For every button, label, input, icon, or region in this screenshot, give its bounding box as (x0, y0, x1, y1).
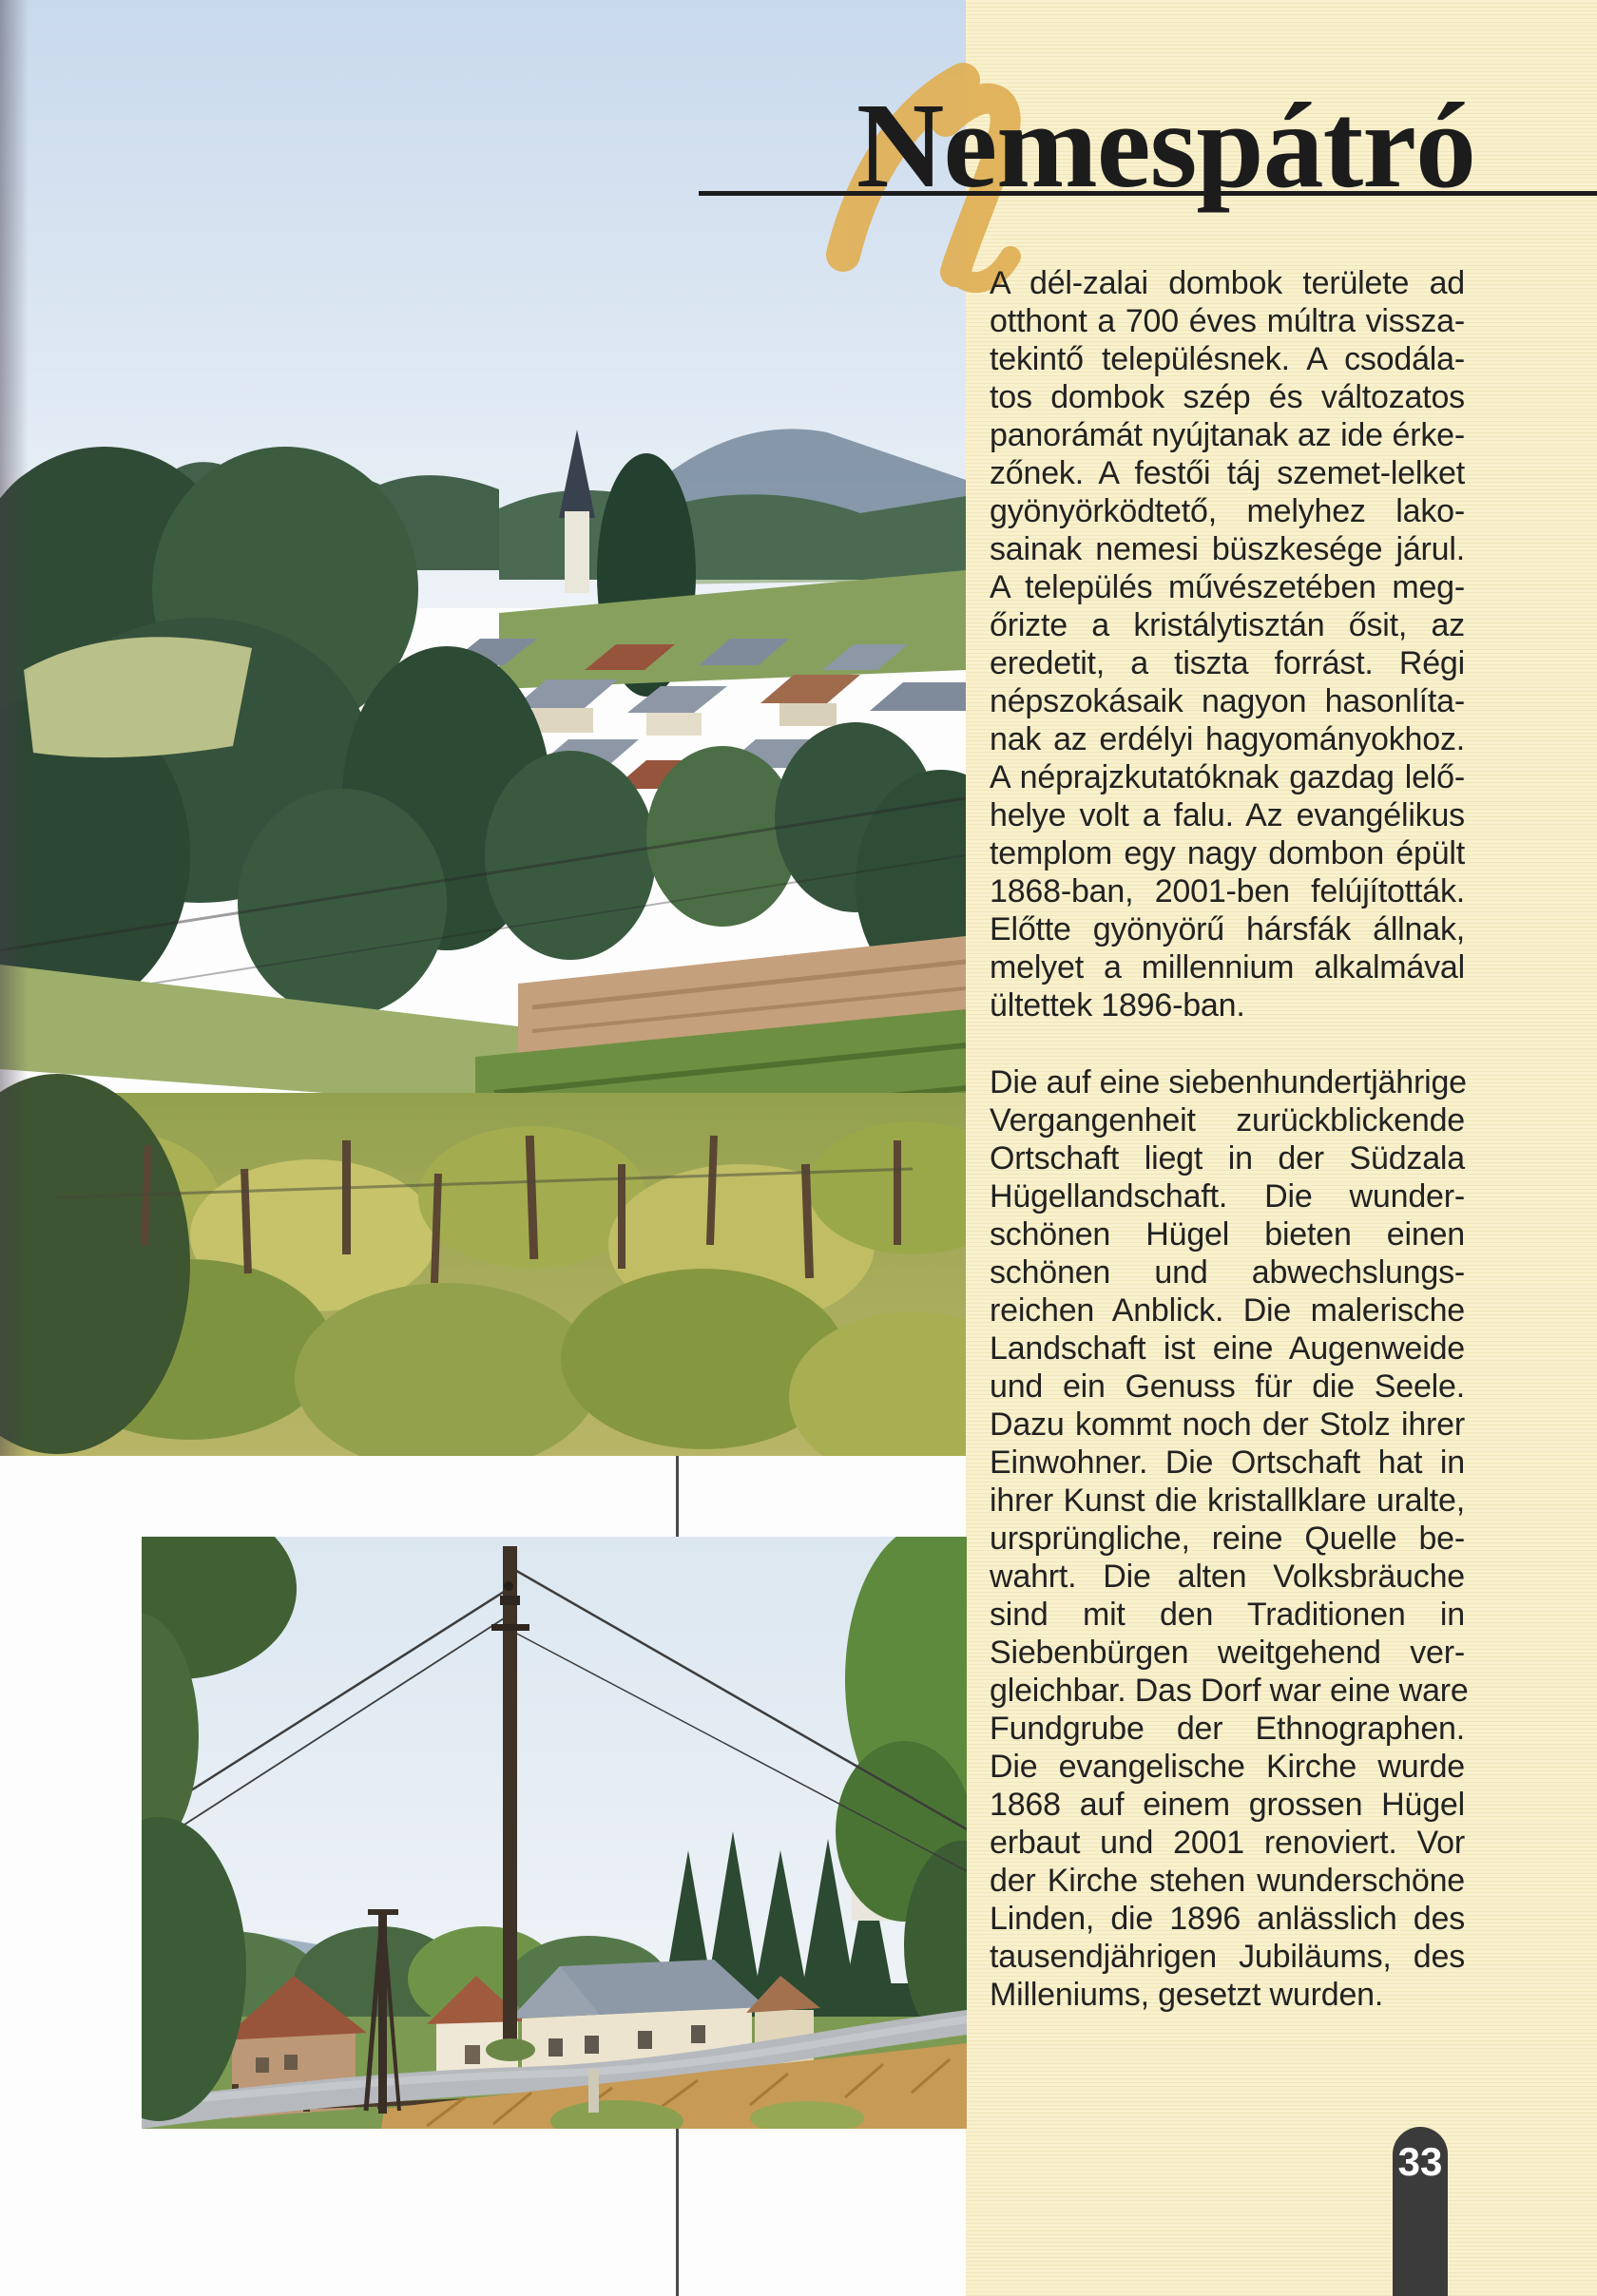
text-line: otthont a 700 éves múltra vissza- (990, 303, 1465, 339)
text-line: schönen und abwechslungs- (990, 1254, 1465, 1291)
text-line: A néprajzkutatóknak gazdag lelő- (990, 759, 1465, 795)
text-line: A település művészetében meg- (990, 569, 1465, 605)
text-line: Fundgrube der Ethnographen. (990, 1711, 1465, 1747)
text-line: wahrt. Die alten Volksbräuche (990, 1559, 1465, 1595)
text-line: Einwohner. Die Ortschaft hat in (990, 1445, 1465, 1481)
text-line: templom egy nagy dombon épült (990, 835, 1465, 871)
text-line: ursprüngliche, reine Quelle be- (990, 1521, 1465, 1557)
text-line: helye volt a falu. Az evangélikus (990, 797, 1465, 833)
text-line: gyönyörködtető, melyhez lako- (990, 493, 1465, 529)
page-title: Nemespátró (856, 78, 1475, 213)
text-line: panorámát nyújtanak az ide érke- (990, 417, 1465, 453)
text-line: Landschaft ist eine Augenweide (990, 1330, 1465, 1367)
text-line: sind mit den Traditionen in (990, 1597, 1465, 1633)
text-line: erbaut und 2001 renoviert. Vor (990, 1825, 1465, 1861)
page-number: 33 (1397, 2139, 1443, 2184)
text-line: népszokásaik nagyon hasonlíta- (990, 683, 1465, 719)
text-line: 1868-ban, 2001-ben felújították. (990, 873, 1465, 909)
paragraph-hungarian (990, 264, 1465, 1024)
text-line: Hügellandschaft. Die wunder- (990, 1178, 1465, 1215)
text-line: reichen Anblick. Die malerische (990, 1292, 1465, 1329)
text-line: őrizte a kristálytisztán ősit, az (990, 607, 1465, 643)
text-line: tausendjährigen Jubiläums, des (990, 1939, 1465, 1975)
text-line: schönen Hügel bieten einen (990, 1216, 1465, 1253)
text-line: ihrer Kunst die kristallklare uralte, (990, 1483, 1465, 1519)
text-line: tekintő településnek. A csodála- (990, 341, 1465, 377)
text-line: Die auf eine siebenhundertjährige (990, 1064, 1467, 1100)
text-line: tos dombok szép és változatos (990, 379, 1465, 415)
text-line: gleichbar. Das Dorf war eine ware (990, 1673, 1469, 1709)
text-line: nak az erdélyi hagyományokhoz. (990, 721, 1465, 757)
text-line: und ein Genuss für die Seele. (990, 1368, 1465, 1405)
text-line: Die evangelische Kirche wurde (990, 1749, 1465, 1785)
text-line: Előtte gyönyörű hársfák állnak, (990, 911, 1465, 947)
text-line: A dél-zalai dombok területe ad (990, 265, 1465, 301)
text-line: Milleniums, gesetzt wurden. (990, 1977, 1384, 2013)
text-line: ültettek 1896-ban. (990, 987, 1245, 1024)
text-line: Dazu kommt noch der Stolz ihrer (990, 1406, 1465, 1443)
paragraph-german (990, 1063, 1469, 2014)
text-line: Siebenbürgen weitgehend ver- (990, 1635, 1465, 1671)
text-line: Ortschaft liegt in der Südzala (990, 1140, 1465, 1177)
text-line: Vergangenheit zurückblickende (990, 1102, 1465, 1138)
photo-village-street (142, 1537, 967, 2129)
text-line: der Kirche stehen wunderschöne (990, 1863, 1465, 1899)
footer-rule (676, 2129, 679, 2296)
photo-divider-rule (676, 1456, 679, 1537)
village-street-illustration (142, 1537, 967, 2129)
text-line: zőnek. A festői táj szemet-lelket (990, 455, 1465, 491)
article-text-column (990, 264, 1469, 2014)
text-line: 1868 auf einem grossen Hügel (990, 1787, 1465, 1823)
text-line: melyet a millennium alkalmával (990, 949, 1465, 985)
text-line: sainak nemesi büszkesége járul. (990, 531, 1465, 567)
text-line: Linden, die 1896 anlässlich des (990, 1901, 1465, 1937)
page-number-tab (1393, 2127, 1448, 2296)
text-line: eredetit, a tiszta forrást. Régi (990, 645, 1465, 681)
